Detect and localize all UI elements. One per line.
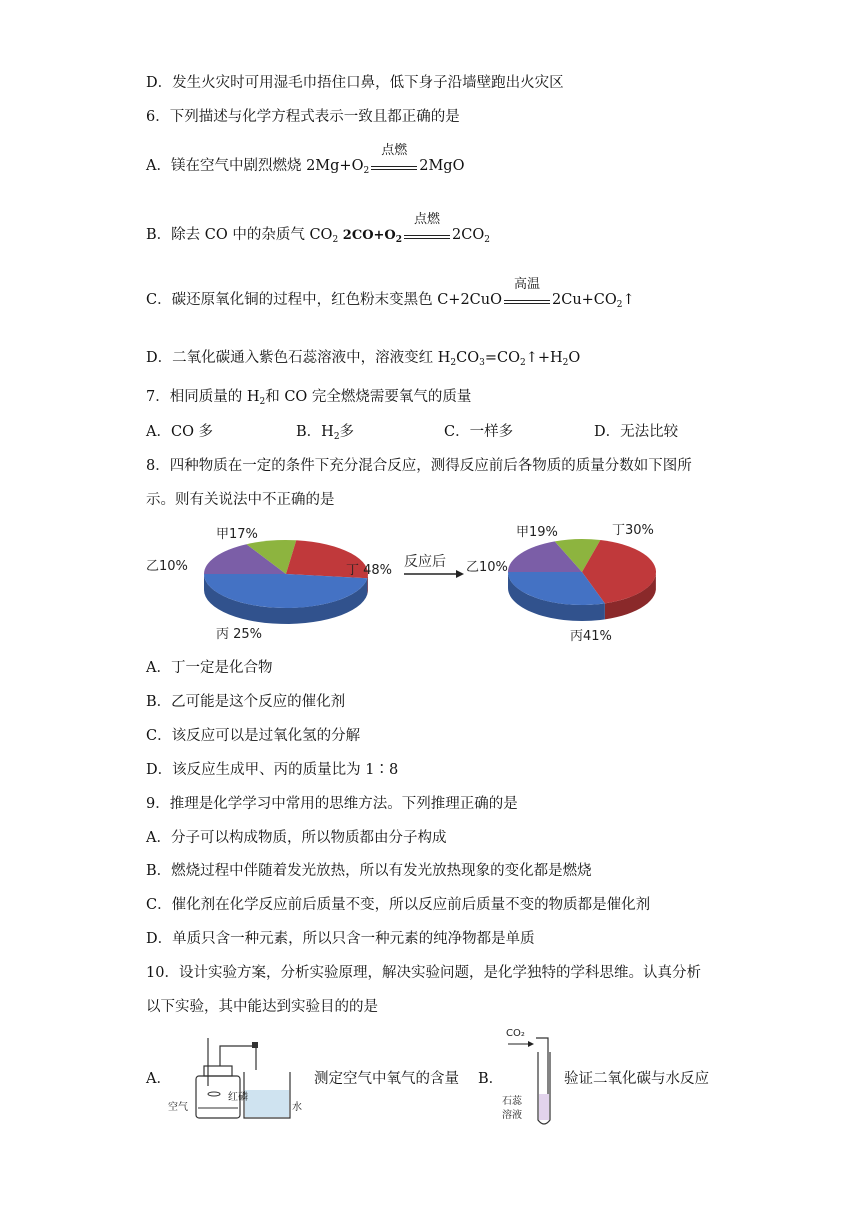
pie-label: 甲17% xyxy=(216,527,258,542)
q8-stem-line2: 示。则有关说法中不正确的是 xyxy=(146,492,335,508)
q9-option-a: A．分子可以构成物质，所以物质都由分子构成 xyxy=(146,830,447,846)
reaction-condition: 点燃 xyxy=(413,212,440,227)
q6-stem: 6．下列描述与化学方程式表示一致且都正确的是 xyxy=(146,109,460,125)
q6-option-d: D．二氧化碳通入紫色石蕊溶液中，溶液变红 $H_2CO_3=CO_2↑+H_2O$ xyxy=(146,350,581,368)
q8-pie-figure xyxy=(146,516,686,648)
reaction-condition: 点燃 xyxy=(381,143,408,158)
q10-stem-line1: 10．设计实验方案，分析实验原理，解决实验问题，是化学独特的学科思维。认真分析 xyxy=(146,965,701,981)
q9-option-d: D．单质只含一种元素，所以只含一种元素的纯净物都是单质 xyxy=(146,931,535,947)
reaction-condition: 高温 xyxy=(513,277,540,292)
q10-apparatus-a xyxy=(168,1028,308,1124)
q10-stem-line2: 以下实验，其中能达到实验目的的是 xyxy=(146,999,378,1015)
reaction-arrow-head xyxy=(456,570,464,578)
q8-option-d: D．该反应生成甲、丙的质量比为 1∶8 xyxy=(146,762,399,778)
q6-option-b: B．除去 CO 中的杂质气 $CO_2$ $2CO+O_2$ 点燃 $2CO_2$ xyxy=(146,212,490,245)
pie-label: 丁30% xyxy=(612,523,654,538)
q10-option-a-label: A． xyxy=(146,1071,171,1087)
q8-stem-line1: 8．四种物质在一定的条件下充分混合反应，测得反应前后各物质的质量分数如下图所 xyxy=(146,458,692,474)
q10-apparatus-b xyxy=(498,1024,558,1132)
pie-label: 丙41% xyxy=(570,629,612,644)
pie-label: 丁 48% xyxy=(346,563,393,578)
pie-label: 丙 25% xyxy=(216,627,263,642)
q10-option-b-label: B． xyxy=(478,1071,504,1087)
pie-label: 甲19% xyxy=(516,525,558,540)
reaction-arrow-label: 反应后 xyxy=(404,554,446,570)
pie-chart-after xyxy=(508,539,656,621)
pie-label: 乙10% xyxy=(146,559,188,574)
q6-option-c: C．碳还原氧化铜的过程中，红色粉末变黑色 C+2CuO 高温 $2Cu+CO_2↑$ xyxy=(146,277,635,310)
pie-label: 乙10% xyxy=(466,560,508,575)
q7-option-a: A．CO 多 xyxy=(146,424,214,440)
label-red-phosphorus: 红磷 xyxy=(228,1092,248,1103)
q9-option-b: B．燃烧过程中伴随着发光放热，所以有发光放热现象的变化都是燃烧 xyxy=(146,863,592,879)
q7-stem: 7．相同质量的 $H_2$和 CO 完全燃烧需要氧气的质量 xyxy=(146,389,472,407)
q8-option-a: A．丁一定是化合物 xyxy=(146,660,273,676)
q7-option-d: D．无法比较 xyxy=(594,424,679,440)
q10-option-b-desc: 验证二氧化碳与水反应 xyxy=(564,1071,709,1087)
pie-chart-before xyxy=(204,540,368,624)
label-air: 空气 xyxy=(168,1102,188,1113)
label-water: 水 xyxy=(292,1102,302,1113)
q7-option-c: C．一样多 xyxy=(444,424,514,440)
q10-option-a-desc: 测定空气中氧气的含量 xyxy=(314,1071,459,1087)
label-co2: CO₂ xyxy=(506,1028,525,1039)
q9-stem: 9．推理是化学学习中常用的思维方法。下列推理正确的是 xyxy=(146,796,518,812)
q8-option-b: B．乙可能是这个反应的催化剂 xyxy=(146,694,346,710)
q6-option-a: A．镁在空气中剧烈燃烧 $2Mg+O_2$ 点燃 2MgO xyxy=(146,143,465,176)
q9-option-c: C．催化剂在化学反应前后质量不变，所以反应前后质量不变的物质都是催化剂 xyxy=(146,897,651,913)
q7-option-b: B．$H_2$多 xyxy=(296,424,355,442)
q8-option-c: C．该反应可以是过氧化氢的分解 xyxy=(146,728,361,744)
q5-option-d: D．发生火灾时可用湿毛巾捂住口鼻，低下身子沿墙壁跑出火灾区 xyxy=(146,75,564,91)
label-litmus-line1: 石蕊 xyxy=(502,1096,522,1107)
label-litmus-line2: 溶液 xyxy=(502,1110,522,1121)
